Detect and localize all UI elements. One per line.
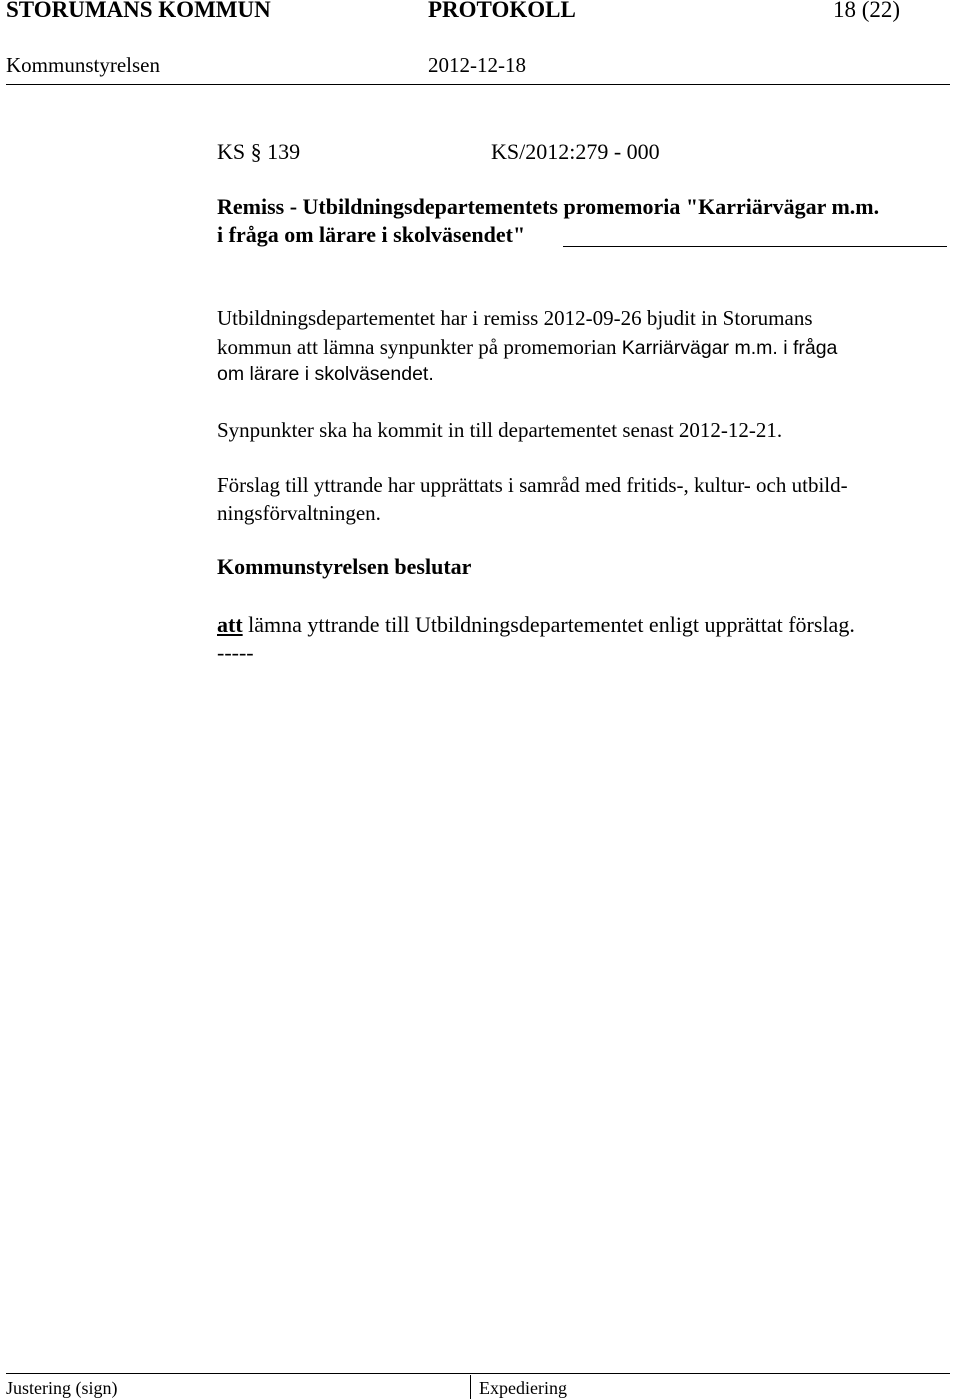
- title-underline-fill: [563, 246, 947, 247]
- page-number: 18 (22): [833, 0, 901, 22]
- footer-dispatch-label: Expediering: [479, 1378, 567, 1398]
- meeting-date: 2012-12-18: [428, 53, 526, 77]
- paragraph-1-line-1: Utbildningsdepartementet har i remiss 2012-09-26 bjudit in Storumans: [217, 306, 813, 330]
- decision-heading: Kommunstyrelsen beslutar: [217, 554, 472, 579]
- paragraph-3-line-2: ningsförvaltningen.: [217, 501, 381, 525]
- header-divider: [6, 84, 950, 85]
- item-title-line-2: i fråga om lärare i skolväsendet": [217, 222, 526, 247]
- organization-name: STORUMANS KOMMUN: [6, 0, 271, 22]
- promemoria-title-reference: Karriärvägar m.m. i fråga: [621, 337, 838, 359]
- paragraph-3-line-1: Förslag till yttrande har upprättats i samråd med fritids-, kultur- och utbild-: [217, 473, 848, 497]
- end-marker: -----: [217, 640, 254, 665]
- decision-keyword: att: [217, 612, 243, 637]
- footer-column-divider: [470, 1375, 471, 1399]
- paragraph-1-line-3: om lärare i skolväsendet.: [217, 363, 434, 385]
- item-title-line-1: Remiss - Utbildningsdepartementets promemoria "Karriärvägar m.m.: [217, 194, 880, 219]
- decision-text: [217, 612, 855, 638]
- case-number: KS § 139: [217, 139, 301, 164]
- meeting-body: Kommunstyrelsen: [6, 53, 160, 77]
- footer-divider: [6, 1373, 950, 1374]
- document-type: PROTOKOLL: [428, 0, 576, 22]
- paragraph-1-line-2-text: kommun att lämna synpunkter på promemorian: [217, 335, 622, 359]
- paragraph-2: Synpunkter ska ha kommit in till departementet senast 2012-12-21.: [217, 418, 783, 442]
- paragraph-1-line-2: [217, 335, 837, 360]
- decision-body: lämna yttrande till Utbildningsdepartementet enligt upprättat förslag.: [242, 612, 855, 637]
- footer-signature-label: Justering (sign): [6, 1378, 118, 1398]
- case-reference: KS/2012:279 - 000: [491, 139, 660, 164]
